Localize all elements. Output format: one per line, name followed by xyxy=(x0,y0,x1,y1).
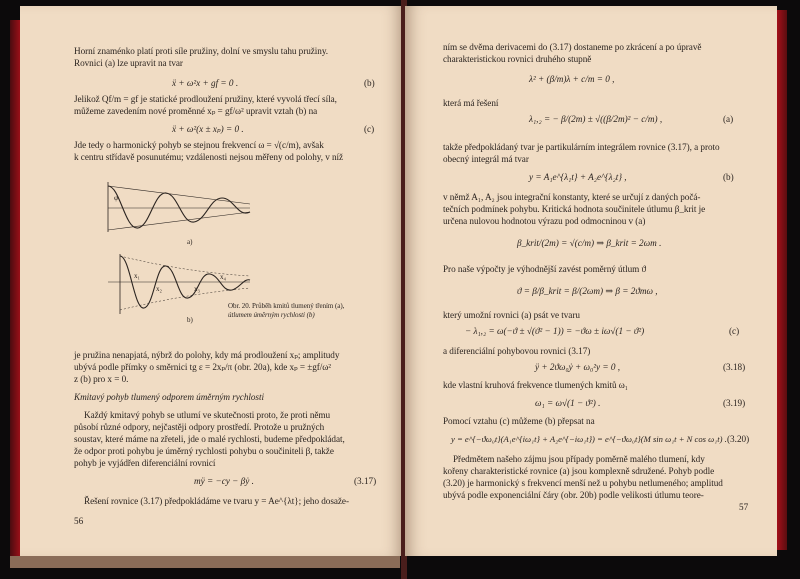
equation-3-20: y = e^{−ϑω₀t}(A₁e^{iω₁t} + A₂e^{−iω₁t}) = e^{−ϑω₀t}(M sin ω₁t + N cos ω₁t) . xyxy=(451,434,727,444)
paragraph-line: působí různé odpory, nejčastěji odpory prostředí. Protože u pružných xyxy=(74,422,325,432)
paragraph-line: tečních podmínek pohybu. Kritická hodnota součinitele útlumu β_krit je xyxy=(443,204,706,214)
equation-c: − λ₁,₂ = ω(−ϑ ± √(ϑ² − 1)) = −ϑω ± iω√(1 − ϑ²) xyxy=(465,326,645,336)
x4-label: x₄ xyxy=(220,273,226,281)
paragraph-line: charakteristickou rovnici druhého stupně xyxy=(443,54,592,64)
paragraph-line: ubývá podle exponenciální čáry (obr. 20b) podle velikosti útlumu teore- xyxy=(443,490,704,500)
equation-tag: (c) xyxy=(729,326,740,336)
section-heading: Kmitavý pohyb tlumený odporem úměrným rychlosti xyxy=(74,392,264,402)
paragraph-line: můžeme zavedením nové proměnné xₚ = gf/ω² upravit vztah (b) na xyxy=(74,106,318,116)
paragraph-line: ním se dvěma derivacemi do (3.17) dostaneme po zkrácení a po úpravě xyxy=(443,42,702,52)
paragraph-line: je pružina nenapjatá, nýbrž do polohy, kdy má prodloužení xₚ; amplitudy xyxy=(74,350,340,360)
paragraph-line: k centru střídavě posunutému; vzdálenosti nejsou měřeny od polohy, v níž xyxy=(74,152,344,162)
paragraph-line: obecný integrál má tvar xyxy=(443,154,529,164)
equation-a: λ₁,₂ = − β/(2m) ± √((β/2m)² − c/m) , xyxy=(529,114,663,124)
paragraph-line: pohyb je vyjádřen diferenciální rovnicí xyxy=(74,458,216,468)
paragraph-line: která má řešení xyxy=(443,98,499,108)
left-page xyxy=(20,6,404,556)
paragraph-line: Pomocí vztahu (c) můžeme (b) přepsat na xyxy=(443,416,595,426)
paragraph-line: Jelikož Qf/m = gf je statické prodloužení pružiny, které vyvolá třecí síla, xyxy=(74,94,337,104)
paragraph-line: v němž A₁, A₂ jsou integrační konstanty, které se určují z daných počá- xyxy=(443,192,701,202)
paragraph-line: který umožní rovnici (a) psát ve tvaru xyxy=(443,310,580,320)
paragraph-line: Pro naše výpočty je výhodnější zavést poměrný útlum ϑ xyxy=(443,264,646,274)
right-cover-edge xyxy=(777,10,787,550)
equation-b: y = A₁e^{λ₁t} + A₂e^{λ₂t} , xyxy=(529,172,627,182)
paragraph-line: že odpor proti pohybu je úměrný rychlosti pohybu o součiniteli β, takže xyxy=(74,446,334,456)
paragraph-line: z (b) pro x = 0. xyxy=(74,374,129,384)
x3-label: x₃ xyxy=(194,285,200,293)
x1-label: x₁ xyxy=(134,272,140,280)
paragraph-line: (3.20) je harmonický s frekvencí menší než u pohybu netlumeného; amplitud xyxy=(443,478,723,488)
paragraph-line: kořeny charakteristické rovnice (a) jsou komplexně sdružené. Pohyb podle xyxy=(443,466,715,476)
x2-label: x₂ xyxy=(156,285,162,293)
equation-tag: (c) xyxy=(364,124,375,134)
paragraph-line: ubývá podle přímky o směrnici tg ε = 2xₚ/π (obr. 20a), kde xₚ = ±gf/ω² xyxy=(74,362,332,372)
paragraph-line: Řešení rovnice (3.17) předpokládáme ve tvaru y = Ae^{λt}; jeho dosaže- xyxy=(84,496,349,506)
characteristic-equation: λ² + (β/m)λ + c/m = 0 , xyxy=(529,74,615,84)
relative-damping-equation: ϑ = β/β_krit = β/(2ωm) ⇒ β = 2ϑmω , xyxy=(517,286,658,296)
figure-label-a: a) xyxy=(187,238,193,246)
paragraph-line: Předmětem našeho zájmu jsou případy poměrně malého tlumení, kdy xyxy=(453,454,705,464)
paragraph-line: Jde tedy o harmonický pohyb se stejnou frekvencí ω = √(c/m), avšak xyxy=(74,140,324,150)
figure-20a xyxy=(108,182,250,246)
paragraph-line: a diferenciální pohybovou rovnici (3.17) xyxy=(443,346,591,356)
equation-tag: (3.19) xyxy=(723,398,746,408)
equation-3-18: ÿ + 2ϑω₀ẏ + ω₀²y = 0 , xyxy=(535,362,621,372)
page-number: 57 xyxy=(739,502,749,512)
equation-3-19: ω₁ = ω√(1 − ϑ²) . xyxy=(535,398,601,408)
paragraph-line: Rovnici (a) lze upravit na tvar xyxy=(74,58,183,68)
paragraph-line: Každý kmitavý pohyb se utlumí ve skutečnosti proto, že proti němu xyxy=(84,410,331,420)
page-edge-bottom xyxy=(10,556,400,568)
left-cover-edge xyxy=(10,20,20,560)
page-number: 56 xyxy=(74,516,84,526)
figure-caption: útlumem úměrným rychlosti (b) xyxy=(228,311,315,319)
figure-label-b: b) xyxy=(187,316,193,324)
equation-tag: (3.20) xyxy=(727,434,750,444)
critical-damping-equation: β_krit/(2m) = √(c/m) ⇒ β_krit = 2ωm . xyxy=(517,238,662,248)
equation-tag: (3.17) xyxy=(354,476,377,486)
equation-c: ẍ + ω²(x ± xₚ) = 0 . xyxy=(172,124,244,134)
right-page xyxy=(405,6,777,556)
paragraph-line: soustav, které máme na zřeteli, jde o malé rychlosti, budeme předpokládat, xyxy=(74,434,345,444)
equation-tag: (3.18) xyxy=(723,362,746,372)
figure-caption: Obr. 20. Průběh kmitů tlumený třením (a), xyxy=(228,302,345,310)
paragraph-line: takže předpokládaný tvar je partikulárním integrálem rovnice (3.17), a proto xyxy=(443,142,720,152)
angle-label: φ xyxy=(114,194,119,202)
equation-3-17: mÿ = −cy − βẏ . xyxy=(194,476,254,486)
paragraph-line: určena nulovou hodnotou výrazu pod odmocninou v (a) xyxy=(443,216,646,226)
equation-tag: (a) xyxy=(723,114,734,124)
paragraph-line: Horní znaménko platí proti síle pružiny, dolní ve smyslu tahu pružiny. xyxy=(74,46,329,56)
equation-tag: (b) xyxy=(364,78,375,88)
paragraph-line: kde vlastní kruhová frekvence tlumených kmitů ω₁ xyxy=(443,380,628,390)
equation-tag: (b) xyxy=(723,172,734,182)
equation-b: ẍ + ω²x + gf = 0 . xyxy=(172,78,239,88)
